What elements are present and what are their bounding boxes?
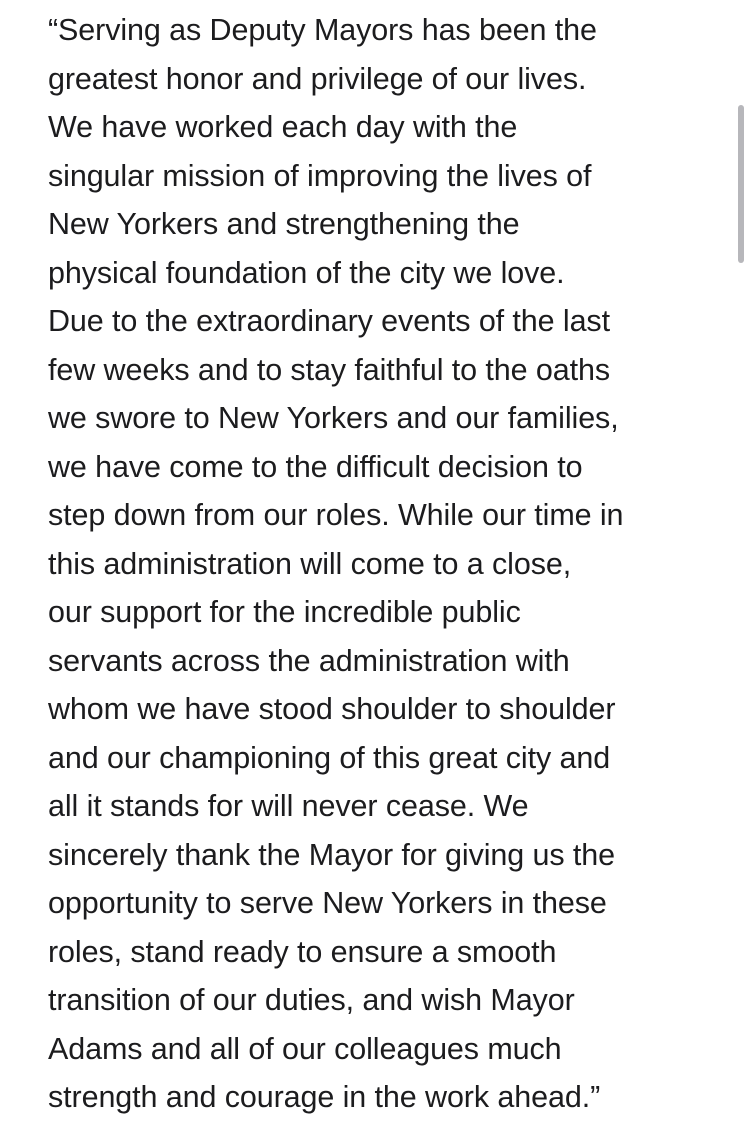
- statement-line: whom we have stood shoulder to shoulder: [48, 692, 616, 726]
- statement-text: [48, 6, 623, 1122]
- statement-line: New Yorkers and strengthening the: [48, 207, 520, 241]
- statement-line: this administration will come to a close,: [48, 546, 572, 581]
- statement-line: we swore to New Yorkers and our families,: [48, 401, 619, 435]
- statement-line: physical foundation of the city we love.: [48, 255, 565, 290]
- statement-line: and our championing of this great city and: [48, 740, 611, 775]
- statement-line: we have come to the difficult decision to: [48, 449, 583, 484]
- statement-line: our support for the incredible public: [48, 595, 521, 629]
- statement-line: We have worked each day with the: [48, 110, 518, 144]
- statement-line: greatest honor and privilege of our lives.: [48, 61, 587, 96]
- statement-line: roles, stand ready to ensure a smooth: [48, 934, 557, 969]
- statement-line: transition of our duties, and wish Mayor: [48, 983, 575, 1017]
- statement-line: “Serving as Deputy Mayors has been the: [48, 13, 597, 47]
- statement-line: all it stands for will never cease. We: [48, 789, 529, 823]
- statement-line: step down from our roles. While our time in: [48, 498, 624, 532]
- statement-line: few weeks and to stay faithful to the oaths: [48, 352, 610, 387]
- statement-line: Due to the extraordinary events of the last: [48, 304, 610, 338]
- statement-line: singular mission of improving the lives of: [48, 158, 592, 193]
- scroll-indicator[interactable]: [738, 105, 744, 263]
- statement-line: opportunity to serve New Yorkers in these: [48, 886, 607, 920]
- statement-line: strength and courage in the work ahead.”: [48, 1080, 601, 1114]
- statement-line: sincerely thank the Mayor for giving us the: [48, 837, 616, 872]
- statement-line: servants across the administration with: [48, 643, 570, 678]
- statement-line: Adams and all of our colleagues much: [48, 1031, 562, 1066]
